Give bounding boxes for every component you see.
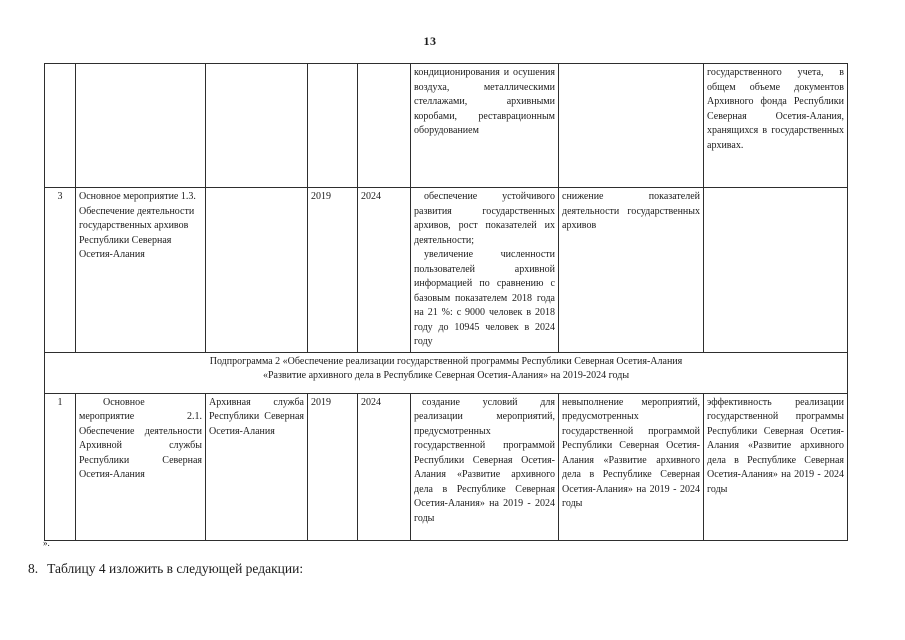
table-cell-risk: снижение показателей деятельности государственных архивов bbox=[559, 188, 704, 353]
table-cell-program-connection: государственного учета, в общем объеме документов Архивного фонда Республики Северная Осетия-Алания, хранящихся в государственных архивах. bbox=[704, 64, 848, 188]
list-item-text: Таблицу 4 изложить в следующей редакции: bbox=[47, 561, 304, 576]
table-cell-row-number: 3 bbox=[45, 188, 76, 353]
table-cell-measure-name: Основное мероприятие 1.3. Обеспечение деятельности государственных архивов Республики Северная Осетия-Алания bbox=[76, 188, 206, 353]
subprogram-title-line: «Развитие архивного дела в Республике Северная Осетия-Алания» на 2019-2024 годы bbox=[262, 370, 630, 381]
list-item-marker: 8. bbox=[28, 561, 39, 576]
table-cell-executor: Архивная служба Республики Северная Осетия-Алания bbox=[206, 393, 308, 540]
program-measures-table bbox=[44, 63, 848, 541]
closing-quote-mark: ». bbox=[43, 538, 50, 548]
table-cell-start-year: 2019 bbox=[308, 393, 358, 540]
page-number: 13 bbox=[423, 34, 437, 48]
table-cell-expected-result: создание условий для реализации мероприятий, предусмотренных государственной программой Республики Северная Осетия-Алания «Развитие архивного дела в Республике Северная Осетия-Алания» на 2019 - 2024 годы bbox=[411, 393, 559, 540]
table-cell-expected-result bbox=[411, 188, 559, 353]
table-cell-empty bbox=[76, 64, 206, 188]
table-cell-start-year: 2019 bbox=[308, 188, 358, 353]
table-cell-empty bbox=[358, 64, 411, 188]
table-cell-row-number: 1 bbox=[45, 393, 76, 540]
table-row-continuation bbox=[45, 64, 848, 188]
table-cell-program-connection: эффективность реализации государственной программы Республики Северная Осетия-Алания «Развитие архивного дела в Республике Северная Осетия-Алания» на 2019 - 2024 годы bbox=[704, 393, 848, 540]
table-cell-end-year: 2024 bbox=[358, 393, 411, 540]
table-row-measure-3 bbox=[45, 188, 848, 353]
table-cell-empty bbox=[308, 64, 358, 188]
table-cell-subprogram-title bbox=[45, 352, 848, 393]
table-cell-measure-name: Основное мероприятие 2.1. Обеспечение деятельности Архивной службы Республики Северная Осетия-Алания bbox=[76, 393, 206, 540]
table-cell-empty bbox=[206, 188, 308, 353]
table-cell-end-year: 2024 bbox=[358, 188, 411, 353]
table-row-subprogram-header bbox=[45, 352, 848, 393]
list-item-8 bbox=[28, 561, 303, 577]
table-cell-empty bbox=[704, 188, 848, 353]
subprogram-title-line: Подпрограмма 2 «Обеспечение реализации государственной программы Республики Северная Осетия-Алания bbox=[209, 355, 683, 367]
table-cell-empty bbox=[206, 64, 308, 188]
table-cell-empty bbox=[559, 64, 704, 188]
table-cell-risk: невыполнение мероприятий, предусмотренных государственной программой Республики Северная Осетия-Алания «Развитие архивного дела в Республике Северная Осетия-Алания» на 2019 - 2024 годы bbox=[559, 393, 704, 540]
table-row-measure-1 bbox=[45, 393, 848, 540]
expected-result-paragraph: увеличение численности пользователей архивной информацией по сравнению с базовым показателем 2018 года на 21 %: с 9000 человек в 2018 году до 10945 человек в 2024 году bbox=[414, 249, 555, 347]
table-cell-expected-result: кондиционирования и осушения воздуха, металлическими стеллажами, архивными коробами, реставрационным оборудованием bbox=[411, 64, 559, 188]
expected-result-paragraph: обеспечение устойчивого развития государственных архивов, рост показателей их деятельности; bbox=[414, 191, 555, 246]
table-cell-empty bbox=[45, 64, 76, 188]
